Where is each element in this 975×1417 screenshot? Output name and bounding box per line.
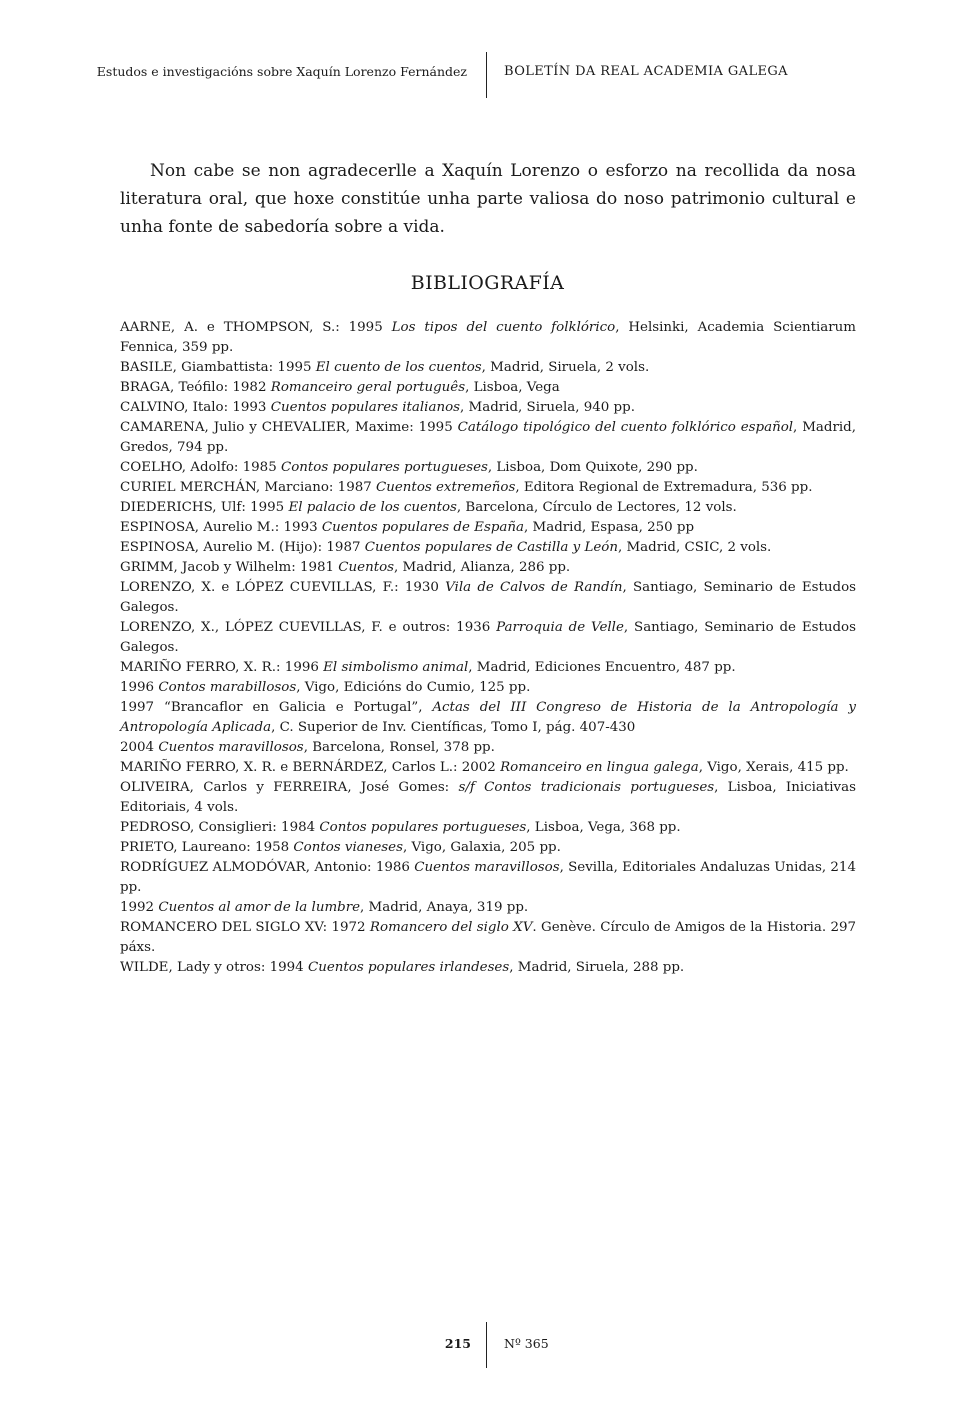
page-number: 215 bbox=[444, 1336, 471, 1351]
entry-title: Cuentos extremeños bbox=[376, 480, 516, 495]
bibliography-entry bbox=[120, 858, 856, 898]
bibliography-title: BIBLIOGRAFÍA bbox=[410, 272, 565, 294]
bibliography-entry bbox=[120, 518, 856, 538]
entry-publication: . Genève. Círculo de Amigos de la Historia. 297 páxs. bbox=[120, 920, 856, 955]
entry-title: Cuentos bbox=[338, 560, 395, 575]
entry-publication: , Lisboa, Vega bbox=[465, 380, 560, 395]
entry-title: Contos populares portugueses bbox=[280, 460, 488, 475]
entry-publication: , Madrid, Gredos, 794 pp. bbox=[120, 420, 856, 455]
bibliography-entry bbox=[120, 478, 856, 498]
bibliography-entry bbox=[120, 318, 856, 358]
bibliography-entry bbox=[120, 658, 856, 678]
entry-title: Cuentos populares de Castilla y León bbox=[364, 540, 618, 555]
entry-publication: , Lisboa, Dom Quixote, 290 pp. bbox=[487, 460, 698, 475]
entry-author-year: ROMANCERO DEL SIGLO XV: 1972 bbox=[120, 920, 370, 935]
entry-author-year: BASILE, Giambattista: 1995 bbox=[120, 360, 316, 375]
entry-publication: , Editora Regional de Extremadura, 536 pp. bbox=[515, 480, 813, 495]
bibliography-entry bbox=[120, 838, 856, 858]
entry-publication: , Madrid, Siruela, 288 pp. bbox=[509, 960, 685, 975]
entry-publication: , Barcelona, Ronsel, 378 pp. bbox=[303, 740, 495, 755]
entry-author-year: PEDROSO, Consiglieri: 1984 bbox=[120, 820, 320, 835]
entry-author-year: 1992 bbox=[120, 900, 159, 915]
entry-publication: , Lisboa, Iniciativas Editoriais, 4 vols. bbox=[120, 780, 856, 815]
bibliography-list bbox=[120, 318, 856, 978]
entry-author-year: ESPINOSA, Aurelio M.: 1993 bbox=[120, 520, 322, 535]
footer-divider bbox=[486, 1322, 487, 1368]
entry-title: Actas del III Congreso de Historia de la Antropología y Antropología Aplicada bbox=[120, 700, 856, 735]
entry-author-year: RODRÍGUEZ ALMODÓVAR, Antonio: 1986 bbox=[120, 860, 415, 875]
header-divider bbox=[486, 52, 487, 98]
bibliography-entry bbox=[120, 818, 856, 838]
entry-title: El palacio de los cuentos bbox=[288, 500, 457, 515]
entry-publication: , Sevilla, Editoriales Andaluzas Unidas, 214 pp. bbox=[120, 860, 856, 895]
entry-title: Vila de Calvos de Randín bbox=[445, 580, 623, 595]
entry-publication: , Madrid, Siruela, 2 vols. bbox=[481, 360, 650, 375]
bibliography-entry bbox=[120, 918, 856, 958]
entry-title: Contos marabillosos bbox=[158, 680, 297, 695]
bibliography-entry bbox=[120, 538, 856, 558]
entry-publication: , Lisboa, Vega, 368 pp. bbox=[526, 820, 681, 835]
entry-author-year: BRAGA, Teófilo: 1982 bbox=[120, 380, 271, 395]
entry-publication: , Vigo, Xerais, 415 pp. bbox=[698, 760, 849, 775]
entry-author-year: AARNE, A. e THOMPSON, S.: 1995 bbox=[120, 320, 392, 335]
entry-title: Contos populares portugueses bbox=[319, 820, 527, 835]
entry-publication: , Madrid, Siruela, 940 pp. bbox=[460, 400, 635, 415]
entry-author-year: MARIÑO FERRO, X. R. e BERNÁRDEZ, Carlos L.: 2002 bbox=[120, 760, 501, 775]
entry-title: Romanceiro geral português bbox=[270, 380, 466, 395]
bibliography-entry bbox=[120, 578, 856, 618]
entry-author-year: CURIEL MERCHÁN, Marciano: 1987 bbox=[120, 480, 377, 495]
bibliography-entry bbox=[120, 898, 856, 918]
entry-publication: , Santiago, Seminario de Estudos Galegos. bbox=[120, 620, 856, 655]
entry-author-year: OLIVEIRA, Carlos y FERREIRA, José Gomes: bbox=[120, 780, 459, 795]
entry-author-year: PRIETO, Laureano: 1958 bbox=[120, 840, 294, 855]
entry-publication: , Madrid, Alianza, 286 pp. bbox=[394, 560, 571, 575]
entry-title: s/f Contos tradicionais portugueses bbox=[458, 780, 715, 795]
bibliography-entry bbox=[120, 358, 856, 378]
entry-author-year: ESPINOSA, Aurelio M. (Hijo): 1987 bbox=[120, 540, 365, 555]
entry-author-year: MARIÑO FERRO, X. R.: 1996 bbox=[120, 660, 324, 675]
entry-publication: , Madrid, Espasa, 250 pp bbox=[523, 520, 695, 535]
entry-author-year: 1996 bbox=[120, 680, 159, 695]
entry-author-year: LORENZO, X. e LÓPEZ CUEVILLAS, F.: 1930 bbox=[120, 580, 446, 595]
entry-title: Romanceiro en lingua galega bbox=[500, 760, 699, 775]
entry-author-year: 2004 bbox=[120, 740, 159, 755]
entry-title: Cuentos populares irlandeses bbox=[307, 960, 510, 975]
entry-publication: , Barcelona, Círculo de Lectores, 12 vols. bbox=[456, 500, 737, 515]
bibliography-entry bbox=[120, 378, 856, 398]
entry-title: Cuentos populares italianos bbox=[270, 400, 460, 415]
bibliography-entry bbox=[120, 738, 856, 758]
entry-author-year: 1997 “Brancaflor en Galicia e Portugal”, bbox=[120, 700, 433, 715]
bibliography-entry bbox=[120, 758, 856, 778]
entry-publication: , Vigo, Edicións do Cumio, 125 pp. bbox=[296, 680, 531, 695]
bibliography-entry bbox=[120, 678, 856, 698]
entry-publication: , Santiago, Seminario de Estudos Galegos. bbox=[120, 580, 857, 615]
entry-title: El simbolismo animal bbox=[323, 660, 469, 675]
bibliography-entry bbox=[120, 458, 856, 478]
entry-publication: , Vigo, Galaxia, 205 pp. bbox=[402, 840, 561, 855]
entry-title: Romancero del siglo XV bbox=[369, 920, 533, 935]
running-header-left: Estudos e investigacións sobre Xaquín Lorenzo Fernández bbox=[96, 64, 467, 79]
entry-title: El cuento de los cuentos bbox=[315, 360, 482, 375]
entry-author-year: DIEDERICHS, Ulf: 1995 bbox=[120, 500, 289, 515]
bibliography-entry bbox=[120, 958, 856, 978]
bibliography-entry bbox=[120, 558, 856, 578]
bibliography-entry bbox=[120, 698, 856, 738]
entry-publication: , Madrid, Anaya, 319 pp. bbox=[360, 900, 529, 915]
entry-publication: , Madrid, CSIC, 2 vols. bbox=[617, 540, 772, 555]
entry-title: Los tipos del cuento folklórico bbox=[391, 320, 616, 335]
issue-number: Nº 365 bbox=[504, 1336, 549, 1351]
entry-title: Cuentos maravillosos bbox=[158, 740, 304, 755]
bibliography-entry bbox=[120, 498, 856, 518]
entry-title: Catálogo tipológico del cuento folklórico español bbox=[457, 420, 794, 435]
entry-title: Parroquia de Velle bbox=[496, 620, 624, 635]
entry-publication: , Helsinki, Academia Scientiarum Fennica, 359 pp. bbox=[120, 320, 856, 355]
entry-author-year: CAMARENA, Julio y CHEVALIER, Maxime: 1995 bbox=[120, 420, 458, 435]
running-header-right: BOLETÍN DA REAL ACADEMIA GALEGA bbox=[504, 64, 788, 79]
bibliography-entry bbox=[120, 418, 856, 458]
entry-publication: , C. Superior de Inv. Científicas, Tomo I, pág. 407-430 bbox=[271, 720, 636, 735]
entry-author-year: COELHO, Adolfo: 1985 bbox=[120, 460, 281, 475]
entry-author-year: LORENZO, X., LÓPEZ CUEVILLAS, F. e outros: 1936 bbox=[120, 620, 497, 635]
bibliography-entry bbox=[120, 618, 856, 658]
entry-title: Cuentos populares de España bbox=[321, 520, 524, 535]
entry-title: Contos vianeses bbox=[293, 840, 403, 855]
bibliography-entry bbox=[120, 398, 856, 418]
entry-author-year: WILDE, Lady y otros: 1994 bbox=[120, 960, 308, 975]
intro-paragraph: Non cabe se non agradecerlle a Xaquín Lorenzo o esforzo na recollida da nosa literatura oral, que hoxe constitúe unha parte valiosa do noso patrimonio cultural e unha fonte de sabedoría sobre a vida. bbox=[120, 161, 856, 237]
entry-title: Cuentos maravillosos bbox=[414, 860, 560, 875]
bibliography-entry bbox=[120, 778, 856, 818]
entry-author-year: CALVINO, Italo: 1993 bbox=[120, 400, 271, 415]
entry-title: Cuentos al amor de la lumbre bbox=[158, 900, 361, 915]
entry-publication: , Madrid, Ediciones Encuentro, 487 pp. bbox=[468, 660, 736, 675]
entry-author-year: GRIMM, Jacob y Wilhelm: 1981 bbox=[120, 560, 339, 575]
